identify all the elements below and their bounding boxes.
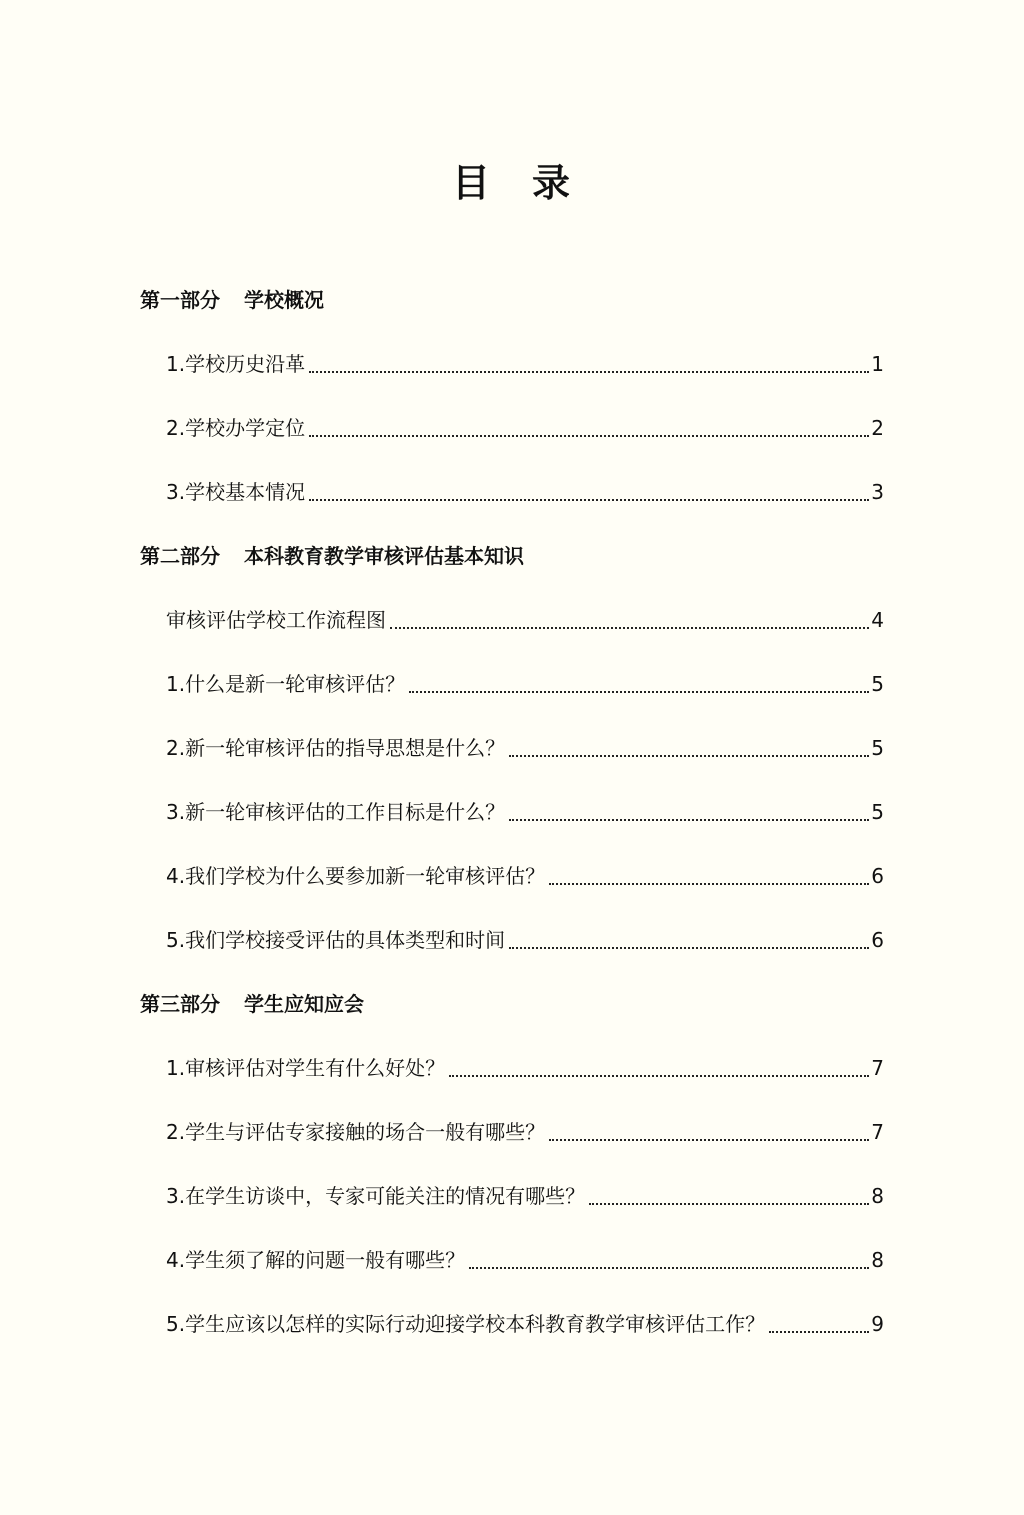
toc-entry-page: 2 [871, 416, 884, 440]
toc-entry-label: 审核评估学校工作流程图 [166, 608, 386, 632]
dot-leader [409, 691, 869, 693]
toc-entry[interactable] [140, 664, 884, 704]
dot-leader [309, 435, 869, 437]
dot-leader [549, 883, 869, 885]
toc-entry-label: 1.学校历史沿革 [166, 352, 306, 376]
toc-entry-page: 3 [871, 480, 884, 504]
dot-leader [509, 755, 869, 757]
section-heading[interactable] [140, 984, 884, 1024]
toc-entry[interactable] [140, 728, 884, 768]
toc-entry[interactable] [140, 1048, 884, 1088]
toc-section-1 [140, 280, 884, 512]
section-name: 学校概况 [244, 288, 324, 312]
toc-entry[interactable] [140, 344, 884, 384]
toc-entry-page: 5 [871, 736, 884, 760]
toc-entry-page: 7 [871, 1120, 884, 1144]
toc-entry-label: 5.学生应该以怎样的实际行动迎接学校本科教育教学审核评估工作？ [166, 1312, 766, 1336]
toc-entry-page: 6 [871, 928, 884, 952]
toc-entry[interactable] [140, 1304, 884, 1344]
toc-entry-label: 3.新一轮审核评估的工作目标是什么？ [166, 800, 506, 824]
toc-entry-label: 3.在学生访谈中，专家可能关注的情况有哪些？ [166, 1184, 586, 1208]
toc-entry[interactable] [140, 920, 884, 960]
toc-entry-page: 1 [871, 352, 884, 376]
dot-leader [509, 947, 869, 949]
dot-leader [769, 1331, 869, 1333]
section-name: 本科教育教学审核评估基本知识 [244, 544, 524, 568]
dot-leader [309, 499, 869, 501]
dot-leader [509, 819, 869, 821]
section-heading[interactable] [140, 280, 884, 320]
toc-entry-page: 9 [871, 1312, 884, 1336]
section-heading[interactable] [140, 536, 884, 576]
dot-leader [589, 1203, 869, 1205]
dot-leader [309, 371, 869, 373]
page-title: 目 录 [451, 161, 572, 205]
toc-entry[interactable] [140, 600, 884, 640]
toc-entry[interactable] [140, 792, 884, 832]
toc-entry-label: 3.学校基本情况 [166, 480, 306, 504]
toc-entry-label: 2.学生与评估专家接触的场合一般有哪些？ [166, 1120, 546, 1144]
section-part-label: 第三部分 [140, 992, 220, 1016]
dot-leader [469, 1267, 869, 1269]
dot-leader [549, 1139, 869, 1141]
toc-entry-page: 8 [871, 1248, 884, 1272]
toc-entry-page: 6 [871, 864, 884, 888]
toc-section-3 [140, 984, 884, 1344]
toc-entry-page: 5 [871, 800, 884, 824]
toc-entry-label: 4.学生须了解的问题一般有哪些？ [166, 1248, 466, 1272]
toc-entry-label: 1.审核评估对学生有什么好处？ [166, 1056, 446, 1080]
dot-leader [390, 627, 869, 629]
table-of-contents [140, 280, 884, 1368]
toc-entry[interactable] [140, 1176, 884, 1216]
toc-entry-page: 7 [871, 1056, 884, 1080]
section-part-label: 第二部分 [140, 544, 220, 568]
toc-entry[interactable] [140, 856, 884, 896]
toc-entry-page: 8 [871, 1184, 884, 1208]
toc-entry[interactable] [140, 472, 884, 512]
section-name: 学生应知应会 [244, 992, 364, 1016]
toc-entry-label: 5.我们学校接受评估的具体类型和时间 [166, 928, 506, 952]
toc-section-2 [140, 536, 884, 960]
toc-entry[interactable] [140, 1112, 884, 1152]
toc-entry[interactable] [140, 408, 884, 448]
toc-entry-label: 2.新一轮审核评估的指导思想是什么？ [166, 736, 506, 760]
toc-entry[interactable] [140, 1240, 884, 1280]
toc-entry-label: 2.学校办学定位 [166, 416, 306, 440]
section-part-label: 第一部分 [140, 288, 220, 312]
toc-entry-label: 4.我们学校为什么要参加新一轮审核评估？ [166, 864, 546, 888]
toc-entry-page: 4 [871, 608, 884, 632]
toc-entry-label: 1.什么是新一轮审核评估？ [166, 672, 406, 696]
dot-leader [449, 1075, 869, 1077]
toc-entry-page: 5 [871, 672, 884, 696]
